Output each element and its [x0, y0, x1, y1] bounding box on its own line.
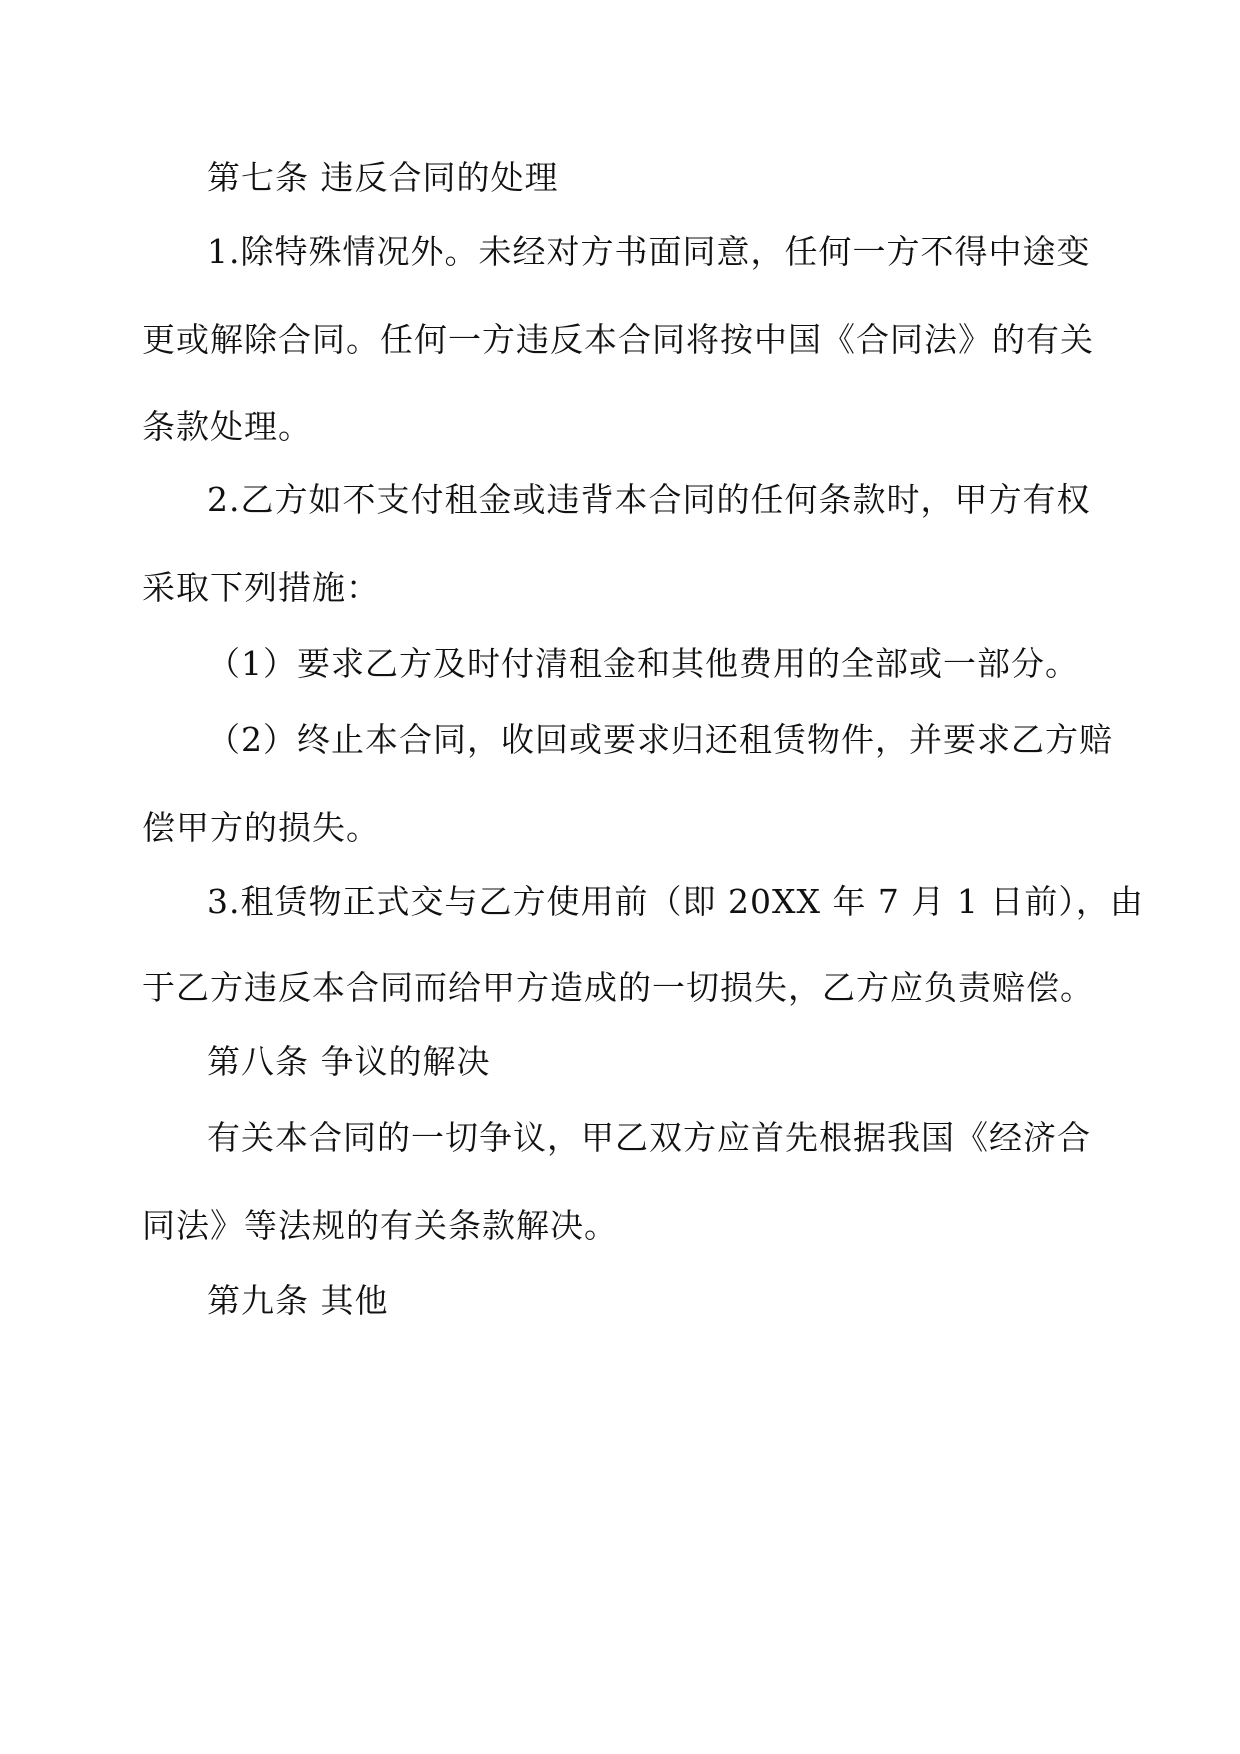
article-8-heading: 第八条 争议的解决 — [207, 1042, 491, 1081]
article-8-line-2: 同法》等法规的有关条款解决。 — [142, 1206, 618, 1245]
clause-3-line-1: 3.租赁物正式交与乙方使用前（即 20XX 年 7 月 1 日前），由 — [207, 882, 1144, 921]
clause-3-line-2: 于乙方违反本合同而给甲方造成的一切损失，乙方应负责赔偿。 — [142, 968, 1094, 1007]
clause-2-line-2: 采取下列措施： — [142, 568, 380, 607]
measure-1: （1）要求乙方及时付清租金和其他费用的全部或一部分。 — [207, 644, 1079, 683]
clause-1-line-1: 1.除特殊情况外。未经对方书面同意，任何一方不得中途变 — [207, 232, 1091, 271]
measure-2-line-2: 偿甲方的损失。 — [142, 808, 380, 847]
clause-1-line-2: 更或解除合同。任何一方违反本合同将按中国《合同法》的有关 — [142, 320, 1094, 359]
clause-2-line-1: 2.乙方如不支付租金或违背本合同的任何条款时，甲方有权 — [207, 480, 1091, 519]
measure-2-line-1: （2）终止本合同，收回或要求归还租赁物件，并要求乙方赔 — [207, 720, 1113, 759]
article-8-line-1: 有关本合同的一切争议，甲乙双方应首先根据我国《经济合 — [207, 1118, 1091, 1157]
article-9-heading: 第九条 其他 — [207, 1281, 389, 1320]
article-7-heading: 第七条 违反合同的处理 — [207, 158, 559, 197]
clause-1-line-3: 条款处理。 — [142, 407, 312, 446]
